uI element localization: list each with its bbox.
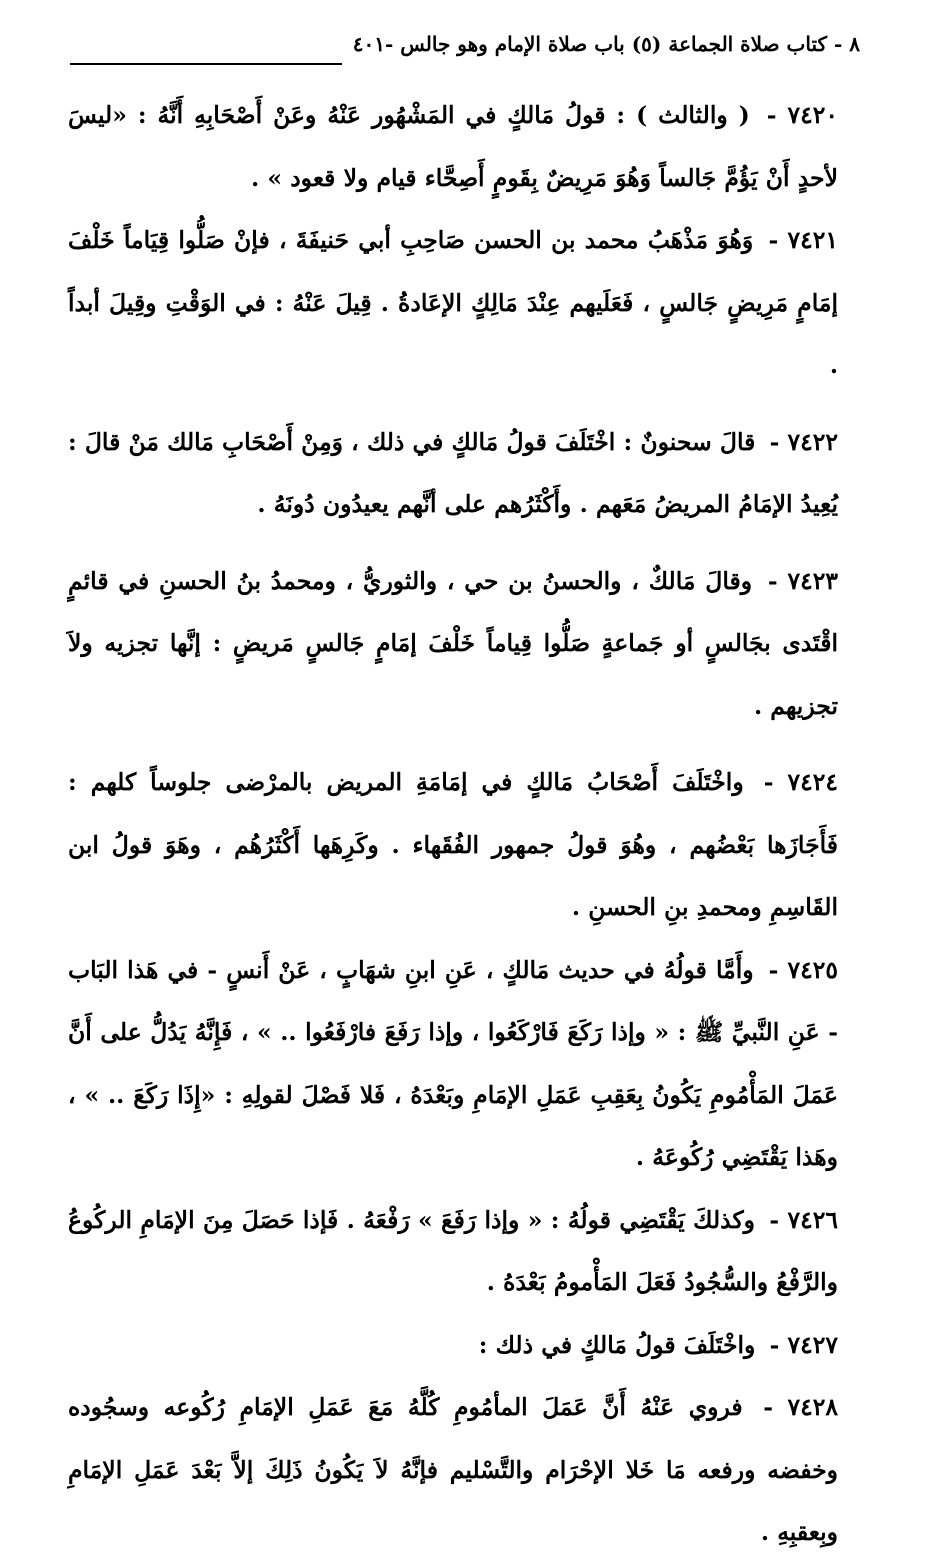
paragraph-text: قالَ سحنونٌ : اخْتَلَفَ قولُ مَالكٍ في ذلك ، وَمِنْ أَصْحَابِ مَالك مَنْ قالَ : يُعِيدُ الإمَامُ المريضُ مَعَهم . وأَكْثَرُهم على أنَّهم يعيدُون دُونَهُ . xyxy=(68,427,838,518)
paragraph-number: ٧٤٢١ - xyxy=(768,226,839,254)
paragraph-7425 xyxy=(68,939,838,1189)
paragraph-7421 xyxy=(68,209,838,397)
paragraph-text: فروي عَنْهُ أَنَّ عَمَلَ المأمُومِ كُلَّهُ مَعَ عَمَلِ الإمَامِ رُكُوعه وسجُوده وخفضه ورفعه مَا خَلا الإحْرَام والتَّسْليم فإنَّهُ لاَ يَكُونُ ذَلِكَ إلاَّ بَعْدَ عَمَلِ الإمَامِ وبِعقبِهِ . xyxy=(68,1393,838,1546)
paragraph-text: واخْتَلَفَ أَصْحَابُ مَالكٍ في إمَامَةِ المريض بالمرْضى جلوساً كلهم : فَأَجَازَها بَعْضُهم ، وهُوَ قولُ جمهور الفُقَهاء . وكَرِهَها أَكْثَرُهُم ، وهَوَ قولُ ابن القَاسِمِ ومحمدِ بنِ الحسنِ . xyxy=(68,768,838,921)
paragraph-7426 xyxy=(68,1189,838,1314)
paragraph-number: ٧٤٢٤ - xyxy=(763,768,838,796)
page-body xyxy=(68,84,838,1564)
paragraph-number: ٧٤٢٣ - xyxy=(767,566,838,595)
paragraph-text: وَهُوَ مَذْهَبُ محمد بن الحسن صَاحِبِ أبي حَنيفَةَ ، فإنْ صَلُّوا قِيَاماً خَلْفَ إمَامٍ مَرِيضٍ جَالسٍ ، فَعَلَيهم عِنْدَ مَالِكٍ الإعَادةُ . قِيلَ عَنْهُ : في الوَقْتِ وقِيلَ أبداً . xyxy=(68,226,838,379)
paragraph-text: وقالَ مَالكٌ ، والحسنُ بن حي ، والثوريُّ ، ومحمدُ بنُ الحسنِ في قائمٍ اقْتَدى بجَالسٍ أو جَماعةٍ صَلُّوا قِياماً خَلْفَ إمَامٍ جَالسٍ مَريضٍ : إنَّها تجزيه ولاَ تجزيهم . xyxy=(68,566,838,720)
paragraph-number: ٧٤٢٧ - xyxy=(769,1330,838,1359)
paragraph-text: وأَمَّا قولُهُ في حديث مَالكٍ ، عَنِ ابنِ شهَابٍ ، عَنْ أَنسٍ - في هَذا البَاب - عَنِ النَّبيِّ ﷺ : « وإذا رَكَعَ فَارْكَعُوا ، وإذا رَفَعَ فارْفَعُوا .. » ، فَإِنَّهُ يَدُلُّ على أَنَّ عَمَلَ المَأْمُومِ يَكُونُ بِعَقِبِ عَمَلِ الإمَامِ وبَعْدَهُ ، فَلا فَصْلَ لقولِهِ : «إِذَا رَكَعَ .. » ، وهَذا يَقْتَضِي رُكُوعَهُ . xyxy=(68,955,838,1171)
paragraph-number: ٧٤٢٢ - xyxy=(769,427,838,456)
paragraph-text: ( والثالث ) : قولُ مَالكٍ في المَشْهُور عَنْهُ وعَنْ أَصْحَابِهِ أَنَّهُ : «ليسَ لأحدٍ أَنْ يَؤُمَّ جَالساً وَهُوَ مَرِيضٌ بِقَومٍ أَصِحَّاء قيام ولا قعود » . xyxy=(68,101,838,192)
paragraph-7423 xyxy=(68,550,838,738)
paragraph-number: ٧٤٢٨ - xyxy=(763,1393,839,1421)
paragraph-7420 xyxy=(68,84,838,209)
paragraph-7424 xyxy=(68,751,838,939)
paragraph-7422 xyxy=(68,411,838,536)
paragraph-7428 xyxy=(68,1376,838,1564)
paragraph-number: ٧٤٢٦ - xyxy=(769,1205,839,1234)
paragraph-text: وكذلكَ يَقْتَضِي قولُهُ : « وإذا رَفَعَ » رَفْعَهُ . فَإذا حَصَلَ مِنَ الإمَامِ الركُوعُ والرَّفْعُ والسُّجُودُ فَعَلَ المَأْمومُ بَعْدَهُ . xyxy=(68,1205,838,1296)
header-rule xyxy=(70,63,342,65)
paragraph-number: ٧٤٢٥ - xyxy=(768,955,839,984)
paragraph-text: واخْتَلَفَ قولُ مَالكٍ في ذلك : xyxy=(478,1330,756,1359)
running-title: ٨ - كتاب صلاة الجماعة (٥) باب صلاة الإمام وهو جالس -٤٠١ xyxy=(352,32,860,56)
paragraph-number: ٧٤٢٠ - xyxy=(766,101,839,129)
page-header xyxy=(70,30,860,70)
paragraph-7427 xyxy=(68,1314,838,1377)
